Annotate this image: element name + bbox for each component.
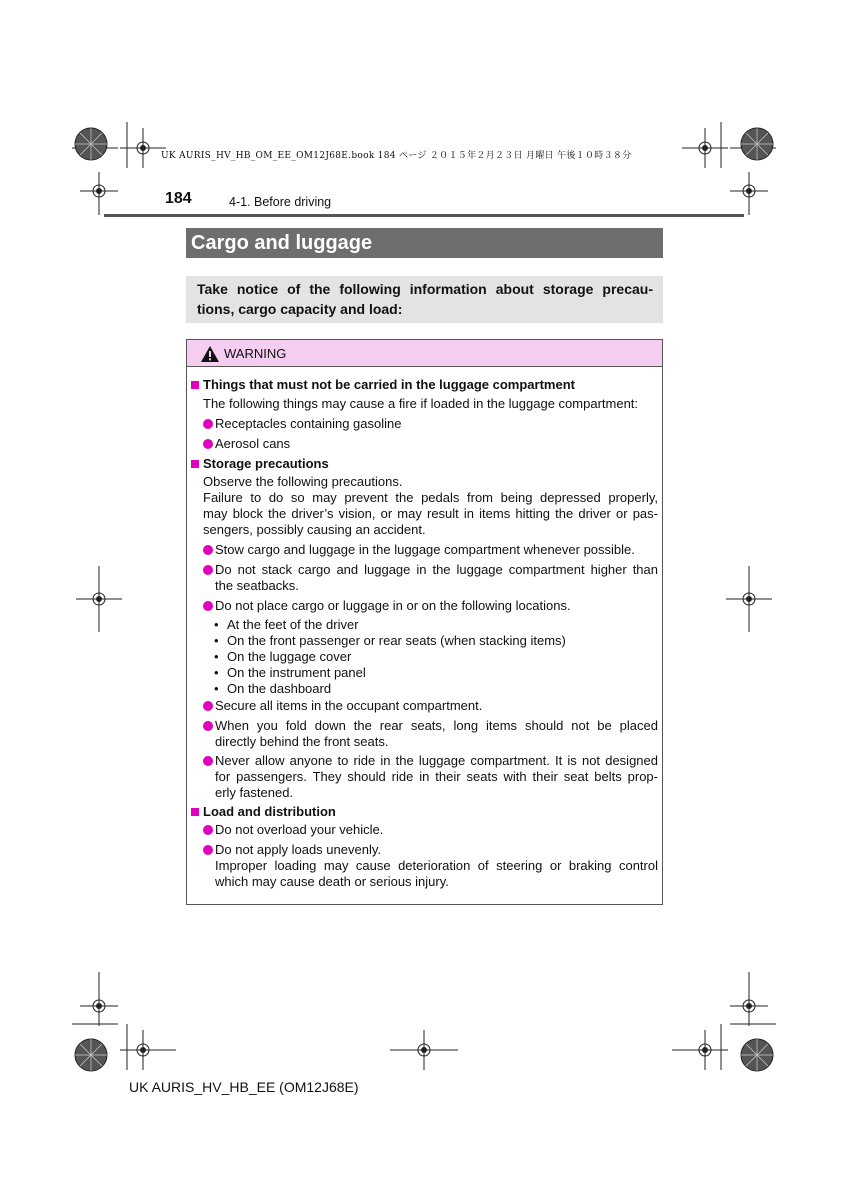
warning-triangle-icon — [200, 345, 220, 363]
sub-list-item: On the dashboard — [227, 681, 332, 696]
round-bullet-icon — [203, 756, 213, 766]
warning-label: WARNING — [224, 346, 287, 361]
round-bullet-icon — [203, 565, 213, 575]
list-item-cont: directly behind the front seats. — [215, 734, 389, 749]
sub-list-bullet: • — [214, 649, 219, 664]
list-item-cont: the seatbacks. — [215, 578, 299, 593]
section-intro: Observe the following precautions. — [203, 474, 403, 489]
section-heading — [191, 804, 336, 819]
sub-list-bullet: • — [214, 633, 219, 648]
sub-list-item: At the feet of the driver — [227, 617, 359, 632]
warning-header — [187, 340, 662, 367]
sub-list-bullet: • — [214, 617, 219, 632]
notice-line-2: tions, cargo capacity and load: — [197, 301, 403, 317]
section-text-line: Failure to do so may prevent the pedals from being depressed properly, — [203, 490, 658, 505]
section-heading — [191, 377, 575, 392]
list-item: Secure all items in the occupant compartment. — [215, 698, 483, 713]
section-heading-text: Load and distribution — [203, 804, 336, 819]
square-bullet-icon — [191, 460, 199, 468]
list-item: Aerosol cans — [215, 436, 291, 451]
section-breadcrumb: 4-1. Before driving — [229, 195, 332, 209]
page-number: 184 — [165, 190, 192, 207]
round-bullet-icon — [203, 701, 213, 711]
round-bullet-icon — [203, 439, 213, 449]
list-item: Stow cargo and luggage in the luggage compartment whenever possible. — [215, 542, 635, 557]
list-item: Do not place cargo or luggage in or on the following locations. — [215, 598, 571, 613]
section-heading — [191, 456, 329, 471]
list-item-cont: Improper loading may cause deterioration of steering or braking control — [215, 858, 658, 873]
section-heading-text: Things that must not be carried in the luggage compartment — [203, 377, 575, 392]
list-item-cont: which may cause death or serious injury. — [215, 874, 449, 889]
section-text-line: may block the driver’s vision, or may result in items hitting the driver or pas- — [203, 506, 658, 521]
sub-list-bullet: • — [214, 681, 219, 696]
warning-box — [186, 339, 663, 905]
section-heading-text: Storage precautions — [203, 456, 329, 471]
round-bullet-icon — [203, 721, 213, 731]
print-file-info: UK AURIS_HV_HB_OM_EE_OM12J68E.book 184 ページ ２０１５年２月２３日 月曜日 午後１０時３８分 — [161, 151, 632, 161]
notice-line-1: Take notice of the following information about storage precau- — [197, 281, 653, 297]
section-intro: The following things may cause a fire if loaded in the luggage compartment: — [203, 396, 639, 411]
sub-list-item: On the luggage cover — [227, 649, 352, 664]
round-bullet-icon — [203, 545, 213, 555]
sub-list-item: On the instrument panel — [227, 665, 366, 680]
square-bullet-icon — [191, 808, 199, 816]
notice-box — [186, 276, 663, 323]
header-rule — [104, 214, 744, 217]
sub-list-bullet: • — [214, 665, 219, 680]
list-item: When you fold down the rear seats, long items should not be placed — [215, 718, 658, 733]
list-item: Do not apply loads unevenly. — [215, 842, 381, 857]
list-item: Never allow anyone to ride in the luggage compartment. It is not designed — [215, 753, 658, 768]
list-item-cont: for passengers. They should ride in their seats with their seat belts prop- — [215, 769, 658, 784]
list-item: Do not overload your vehicle. — [215, 822, 384, 837]
round-bullet-icon — [203, 601, 213, 611]
round-bullet-icon — [203, 419, 213, 429]
list-item-cont: erly fastened. — [215, 785, 294, 800]
page-title: Cargo and luggage — [186, 228, 663, 258]
sub-list-item: On the front passenger or rear seats (when stacking items) — [227, 633, 566, 648]
round-bullet-icon — [203, 825, 213, 835]
list-item: Do not stack cargo and luggage in the luggage compartment higher than — [215, 562, 658, 577]
round-bullet-icon — [203, 845, 213, 855]
footer-model-code: UK AURIS_HV_HB_EE (OM12J68E) — [129, 1079, 359, 1095]
list-item: Receptacles containing gasoline — [215, 416, 402, 431]
section-text-line: sengers, possibly causing an accident. — [203, 522, 426, 537]
square-bullet-icon — [191, 381, 199, 389]
